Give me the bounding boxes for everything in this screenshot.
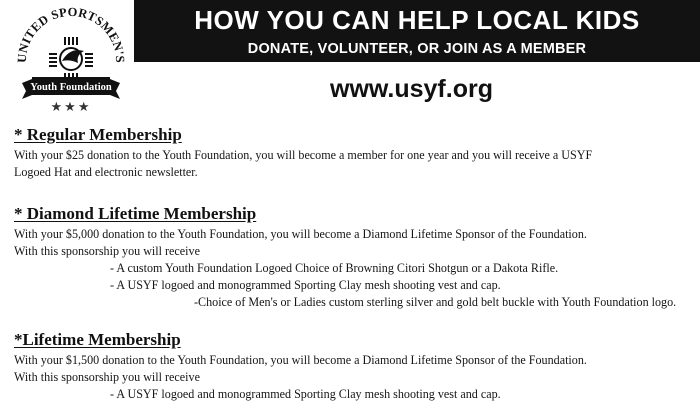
header-banner	[134, 0, 700, 62]
diamond-benefits-list	[110, 260, 690, 311]
website-url[interactable]: www.usyf.org	[330, 75, 493, 103]
list-item: - A USYF logoed and monogrammed Sporting Clay mesh shooting vest and cap.	[110, 387, 501, 401]
list-item: - A custom Youth Foundation Logoed Choice of Browning Citori Shotgun or a Dakota Rifle.	[110, 261, 559, 275]
regular-membership-heading: * Regular Membership	[14, 125, 182, 144]
usyf-logo	[12, 3, 130, 115]
regular-membership-description: With your $25 donation to the Youth Foundation, you will become a member for one year and you will receive a USYF Logoed Hat and electronic newsletter.	[14, 148, 593, 179]
logo-arc-text: UNITED SPORTSMEN'S	[14, 4, 128, 64]
diamond-membership-description: With your $5,000 donation to the Youth Foundation, you will become a Diamond Lifetime Sponsor of the Foundation. With this sponsorship you will receive	[14, 227, 587, 258]
logo-ribbon-text: Youth Foundation	[30, 82, 112, 93]
logo-ribbon	[22, 77, 120, 99]
lifetime-membership-section	[14, 330, 690, 403]
logo-stars: ★★★	[50, 100, 92, 115]
diamond-membership-section	[14, 204, 690, 311]
lifetime-membership-description: With your $1,500 donation to the Youth Foundation, you will become a Diamond Lifetime Sponsor of the Foundation. With this sponsorship you will receive	[14, 353, 587, 384]
banner-title: HOW YOU CAN HELP LOCAL KIDS	[194, 5, 640, 35]
zia-sun-emblem-icon	[49, 37, 93, 79]
lifetime-benefits-list	[110, 386, 690, 403]
list-item: - A USYF logoed and monogrammed Sporting Clay mesh shooting vest and cap.	[110, 278, 501, 292]
list-item: -Choice of Men's or Ladies custom sterling silver and gold belt buckle with Youth Foundation logo.	[194, 295, 677, 309]
banner-subtitle: DONATE, VOLUNTEER, OR JOIN AS A MEMBER	[247, 41, 587, 57]
diamond-membership-heading: * Diamond Lifetime Membership	[14, 204, 257, 223]
regular-membership-section	[14, 125, 690, 181]
lifetime-membership-heading: *Lifetime Membership	[14, 330, 181, 349]
